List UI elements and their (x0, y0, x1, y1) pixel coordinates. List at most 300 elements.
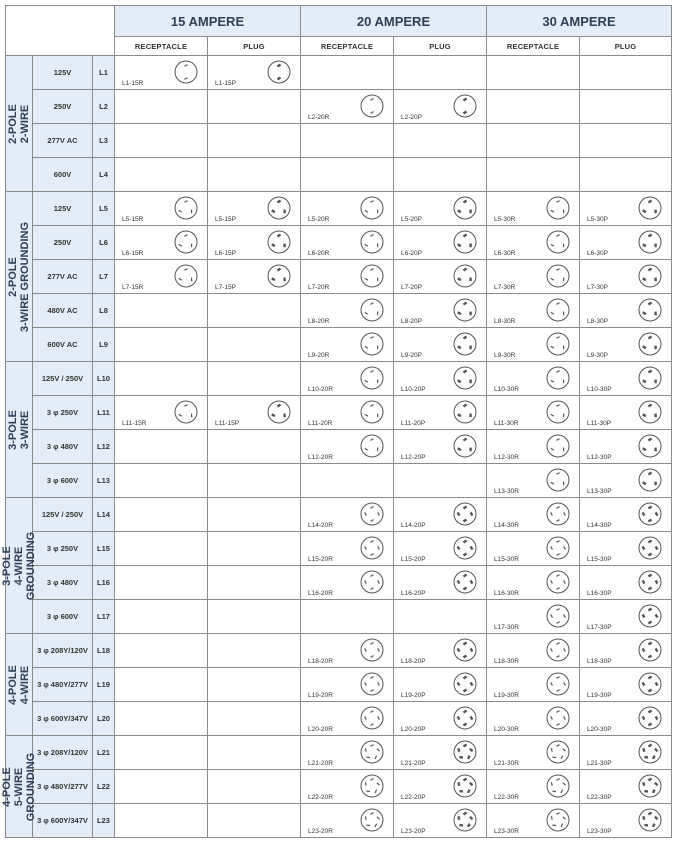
plug-face-icon (452, 569, 478, 595)
plug-face-icon (452, 637, 478, 663)
table-row (6, 56, 672, 90)
receptacle-face-icon (545, 603, 571, 629)
device-cell (208, 702, 301, 736)
group-label-line: 4-WIRE (19, 665, 31, 704)
device-cell (208, 464, 301, 498)
receptacle-face-icon (359, 739, 385, 765)
receptacle-code: L17-30R (494, 624, 519, 631)
plug-face-icon (452, 399, 478, 425)
device-cell (208, 226, 301, 260)
device-cell (301, 600, 394, 634)
receptacle-face-icon (545, 399, 571, 425)
device-cell (487, 634, 580, 668)
device-cell (580, 464, 672, 498)
plug-face-icon (452, 705, 478, 731)
voltage-label: 3 φ 250V (33, 396, 93, 430)
plug-code: L19-20P (401, 692, 426, 699)
device-cell (301, 56, 394, 90)
plug-face-icon (637, 433, 663, 459)
plug-face-icon (637, 467, 663, 493)
group-label-line: 5-WIRE (13, 767, 25, 806)
plug-face-icon (452, 297, 478, 323)
table-row (6, 600, 672, 634)
receptacle-code: L16-30R (494, 590, 519, 597)
device-cell (487, 362, 580, 396)
plug-code: L22-30P (587, 794, 612, 801)
device-cell (208, 736, 301, 770)
plug-face-icon (266, 399, 292, 425)
receptacle-code: L11-20R (308, 420, 333, 427)
receptacle-code: L10-20R (308, 386, 333, 393)
amp-header-15: 15 AMPERE (115, 6, 301, 37)
device-cell (115, 158, 208, 192)
receptacle-face-icon (173, 195, 199, 221)
plug-face-icon (637, 331, 663, 357)
plug-code: L17-30P (587, 624, 612, 631)
receptacle-face-icon (359, 569, 385, 595)
receptacle-code: L11-30R (494, 420, 519, 427)
receptacle-code: L5-15R (122, 216, 144, 223)
device-cell (394, 566, 487, 600)
nema-code-label: L22 (93, 770, 115, 804)
voltage-label: 250V (33, 226, 93, 260)
plug-face-icon (637, 637, 663, 663)
receptacle-face-icon (545, 365, 571, 391)
device-cell (208, 56, 301, 90)
device-cell (394, 226, 487, 260)
receptacle-face-icon (545, 637, 571, 663)
receptacle-face-icon (359, 433, 385, 459)
device-cell (301, 634, 394, 668)
device-cell (301, 396, 394, 430)
voltage-label: 3 φ 480V (33, 566, 93, 600)
nema-code-label: L19 (93, 668, 115, 702)
receptacle-face-icon (545, 467, 571, 493)
plug-code: L19-30P (587, 692, 612, 699)
device-cell (301, 192, 394, 226)
group-label (1, 752, 37, 820)
nema-code-label: L15 (93, 532, 115, 566)
device-cell (208, 294, 301, 328)
table-row (6, 566, 672, 600)
receptacle-code: L20-30R (494, 726, 519, 733)
plug-face-icon (637, 229, 663, 255)
table-row (6, 736, 672, 770)
plug-code: L10-20P (401, 386, 426, 393)
plug-code: L18-30P (587, 658, 612, 665)
plug-face-icon (637, 297, 663, 323)
device-cell (301, 668, 394, 702)
receptacle-face-icon (359, 807, 385, 833)
table-row (6, 260, 672, 294)
voltage-label: 600V (33, 158, 93, 192)
device-cell (580, 56, 672, 90)
device-cell (580, 770, 672, 804)
nema-code-label: L11 (93, 396, 115, 430)
plug-face-icon (452, 365, 478, 391)
group-label-line: 2-POLE (7, 256, 19, 297)
device-cell (394, 192, 487, 226)
plug-face-icon (637, 263, 663, 289)
device-cell (115, 804, 208, 838)
plug-face-icon (637, 569, 663, 595)
table-row (6, 532, 672, 566)
device-cell (208, 328, 301, 362)
plug-face-icon (452, 501, 478, 527)
nema-code-label: L18 (93, 634, 115, 668)
table-row (6, 328, 672, 362)
device-cell (301, 124, 394, 158)
device-cell (115, 668, 208, 702)
device-cell (115, 566, 208, 600)
group-label-line: 3-POLE (7, 409, 19, 450)
group-label-line: 4-POLE (1, 766, 13, 807)
device-cell (580, 328, 672, 362)
device-cell (394, 532, 487, 566)
plug-face-icon (637, 365, 663, 391)
device-cell (115, 770, 208, 804)
subheader-receptacle: RECEPTACLE (487, 37, 580, 56)
device-cell (301, 158, 394, 192)
plug-face-icon (637, 807, 663, 833)
subheader-receptacle: RECEPTACLE (115, 37, 208, 56)
voltage-label: 3 φ 600V (33, 600, 93, 634)
device-cell (394, 702, 487, 736)
device-cell (208, 124, 301, 158)
receptacle-face-icon (359, 705, 385, 731)
device-cell (580, 90, 672, 124)
receptacle-code: L22-30R (494, 794, 519, 801)
device-cell (301, 770, 394, 804)
receptacle-face-icon (359, 773, 385, 799)
plug-code: L2-20P (401, 114, 422, 121)
plug-face-icon (266, 59, 292, 85)
plug-face-icon (452, 773, 478, 799)
receptacle-face-icon (545, 501, 571, 527)
device-cell (394, 770, 487, 804)
receptacle-face-icon (545, 773, 571, 799)
table-row (6, 804, 672, 838)
table-row (6, 226, 672, 260)
subheader-plug: PLUG (208, 37, 301, 56)
device-cell (301, 804, 394, 838)
table-row (6, 464, 672, 498)
receptacle-code: L2-20R (308, 114, 330, 121)
receptacle-face-icon (545, 569, 571, 595)
plug-code: L13-30P (587, 488, 612, 495)
device-cell (208, 770, 301, 804)
device-cell (580, 600, 672, 634)
plug-face-icon (452, 535, 478, 561)
table-row (6, 362, 672, 396)
device-cell (115, 702, 208, 736)
receptacle-face-icon (545, 705, 571, 731)
device-cell (208, 804, 301, 838)
nema-code-label: L3 (93, 124, 115, 158)
receptacle-code: L14-20R (308, 522, 333, 529)
device-cell (487, 736, 580, 770)
receptacle-face-icon (545, 807, 571, 833)
receptacle-face-icon (545, 229, 571, 255)
receptacle-code: L9-20R (308, 352, 330, 359)
receptacle-code: L22-20R (308, 794, 333, 801)
table-row (6, 124, 672, 158)
nema-code-label: L1 (93, 56, 115, 90)
receptacle-code: L19-20R (308, 692, 333, 699)
receptacle-code: L12-20R (308, 454, 333, 461)
plug-face-icon (637, 773, 663, 799)
device-cell (394, 124, 487, 158)
plug-face-icon (452, 671, 478, 697)
device-cell (580, 532, 672, 566)
device-cell (487, 260, 580, 294)
receptacle-face-icon (545, 739, 571, 765)
device-cell (394, 328, 487, 362)
receptacle-code: L10-30R (494, 386, 519, 393)
group-label-line: 4-POLE (7, 664, 19, 705)
plug-code: L15-30P (587, 556, 612, 563)
nema-code-label: L6 (93, 226, 115, 260)
corner-cell (6, 6, 115, 56)
device-cell (394, 736, 487, 770)
table-row (6, 668, 672, 702)
device-cell (301, 702, 394, 736)
plug-code: L6-30P (587, 250, 608, 257)
receptacle-code: L21-20R (308, 760, 333, 767)
device-cell (487, 566, 580, 600)
table-row (6, 430, 672, 464)
device-cell (487, 600, 580, 634)
plug-code: L1-15P (215, 80, 236, 87)
group-label (7, 410, 31, 450)
plug-code: L8-30P (587, 318, 608, 325)
plug-code: L12-30P (587, 454, 612, 461)
receptacle-code: L23-20R (308, 828, 333, 835)
nema-table (1, 5, 672, 838)
device-cell (487, 804, 580, 838)
device-cell (301, 736, 394, 770)
nema-code-label: L5 (93, 192, 115, 226)
plug-code: L16-20P (401, 590, 426, 597)
device-cell (394, 668, 487, 702)
device-cell (115, 294, 208, 328)
receptacle-code: L5-30R (494, 216, 516, 223)
group-label-line: 2-POLE (7, 103, 19, 144)
plug-face-icon (452, 739, 478, 765)
device-cell (580, 566, 672, 600)
table-row (6, 158, 672, 192)
device-cell (208, 498, 301, 532)
nema-code-label: L10 (93, 362, 115, 396)
device-cell (487, 192, 580, 226)
voltage-label: 250V (33, 90, 93, 124)
device-cell (394, 362, 487, 396)
device-cell (301, 464, 394, 498)
voltage-label: 125V / 250V (33, 362, 93, 396)
receptacle-face-icon (359, 637, 385, 663)
device-cell (580, 498, 672, 532)
device-cell (580, 192, 672, 226)
receptacle-code: L21-30R (494, 760, 519, 767)
group-label-cell (1, 736, 37, 838)
plug-face-icon (637, 739, 663, 765)
plug-code: L11-30P (587, 420, 612, 427)
plug-code: L23-30P (587, 828, 612, 835)
group-label-cell (6, 634, 33, 736)
receptacle-code: L7-20R (308, 284, 330, 291)
plug-code: L5-30P (587, 216, 608, 223)
subheader-plug: PLUG (580, 37, 672, 56)
device-cell (487, 396, 580, 430)
receptacle-face-icon (359, 297, 385, 323)
plug-face-icon (637, 705, 663, 731)
plug-code: L5-20P (401, 216, 422, 223)
device-cell (115, 600, 208, 634)
receptacle-code: L6-30R (494, 250, 516, 257)
receptacle-code: L5-20R (308, 216, 330, 223)
receptacle-code: L14-30R (494, 522, 519, 529)
device-cell (487, 328, 580, 362)
device-cell (115, 226, 208, 260)
plug-face-icon (452, 263, 478, 289)
table-row (6, 192, 672, 226)
plug-face-icon (452, 331, 478, 357)
plug-code: L7-15P (215, 284, 236, 291)
group-label-line: 3-POLE (1, 545, 13, 586)
receptacle-code: L8-30R (494, 318, 516, 325)
device-cell (394, 56, 487, 90)
plug-code: L15-20P (401, 556, 426, 563)
plug-code: L7-30P (587, 284, 608, 291)
device-cell (208, 192, 301, 226)
receptacle-face-icon (545, 535, 571, 561)
table-body (1, 56, 672, 838)
device-cell (115, 532, 208, 566)
group-label-cell (6, 56, 33, 192)
group-label-line: 2-WIRE (19, 104, 31, 143)
receptacle-face-icon (545, 263, 571, 289)
plug-face-icon (266, 263, 292, 289)
device-cell (580, 804, 672, 838)
receptacle-face-icon (359, 93, 385, 119)
voltage-label: 277V AC (33, 124, 93, 158)
device-cell (580, 634, 672, 668)
device-cell (394, 260, 487, 294)
device-cell (208, 158, 301, 192)
device-cell (394, 634, 487, 668)
device-cell (394, 90, 487, 124)
device-cell (487, 770, 580, 804)
receptacle-face-icon (359, 671, 385, 697)
table-row (6, 294, 672, 328)
plug-face-icon (637, 535, 663, 561)
plug-code: L22-20P (401, 794, 426, 801)
device-cell (115, 90, 208, 124)
device-cell (208, 668, 301, 702)
device-cell (115, 634, 208, 668)
plug-face-icon (637, 501, 663, 527)
device-cell (115, 464, 208, 498)
device-cell (208, 362, 301, 396)
voltage-label: 277V AC (33, 260, 93, 294)
device-cell (301, 328, 394, 362)
device-cell (487, 532, 580, 566)
table-row (6, 634, 672, 668)
table-row (6, 770, 672, 804)
plug-code: L14-20P (401, 522, 426, 529)
subheader-receptacle: RECEPTACLE (301, 37, 394, 56)
receptacle-face-icon (173, 263, 199, 289)
device-cell (487, 464, 580, 498)
device-cell (394, 600, 487, 634)
group-label-line: 4-WIRE (13, 546, 25, 585)
plug-code: L14-30P (587, 522, 612, 529)
device-cell (115, 56, 208, 90)
plug-face-icon (452, 433, 478, 459)
device-cell (301, 362, 394, 396)
receptacle-code: L7-15R (122, 284, 144, 291)
receptacle-code: L20-20R (308, 726, 333, 733)
plug-code: L11-15P (215, 420, 240, 427)
voltage-label: 125V (33, 56, 93, 90)
amp-header-30: 30 AMPERE (487, 6, 672, 37)
device-cell (487, 294, 580, 328)
amp-header-20: 20 AMPERE (301, 6, 487, 37)
device-cell (115, 260, 208, 294)
nema-code-label: L8 (93, 294, 115, 328)
device-cell (487, 668, 580, 702)
nema-code-label: L20 (93, 702, 115, 736)
plug-code: L23-20P (401, 828, 426, 835)
receptacle-face-icon (173, 59, 199, 85)
device-cell (580, 362, 672, 396)
device-cell (580, 396, 672, 430)
plug-code: L16-30P (587, 590, 612, 597)
group-label (7, 665, 31, 705)
plug-code: L7-20P (401, 284, 422, 291)
group-label-cell (6, 362, 33, 498)
device-cell (301, 430, 394, 464)
nema-code-label: L21 (93, 736, 115, 770)
device-cell (208, 396, 301, 430)
device-cell (115, 736, 208, 770)
plug-face-icon (266, 229, 292, 255)
receptacle-code: L15-20R (308, 556, 333, 563)
receptacle-face-icon (545, 331, 571, 357)
plug-face-icon (452, 195, 478, 221)
group-label-cell (1, 498, 37, 634)
device-cell (115, 328, 208, 362)
plug-face-icon (637, 195, 663, 221)
device-cell (115, 498, 208, 532)
nema-code-label: L4 (93, 158, 115, 192)
receptacle-face-icon (359, 263, 385, 289)
device-cell (301, 566, 394, 600)
voltage-label: 3 φ 480V (33, 430, 93, 464)
plug-code: L9-20P (401, 352, 422, 359)
device-cell (208, 566, 301, 600)
device-cell (580, 736, 672, 770)
voltage-label: 125V / 250V (33, 498, 93, 532)
plug-face-icon (637, 603, 663, 629)
device-cell (394, 396, 487, 430)
nema-code-label: L17 (93, 600, 115, 634)
device-cell (394, 464, 487, 498)
table-row (6, 396, 672, 430)
plug-face-icon (266, 195, 292, 221)
device-cell (301, 90, 394, 124)
plug-face-icon (452, 807, 478, 833)
